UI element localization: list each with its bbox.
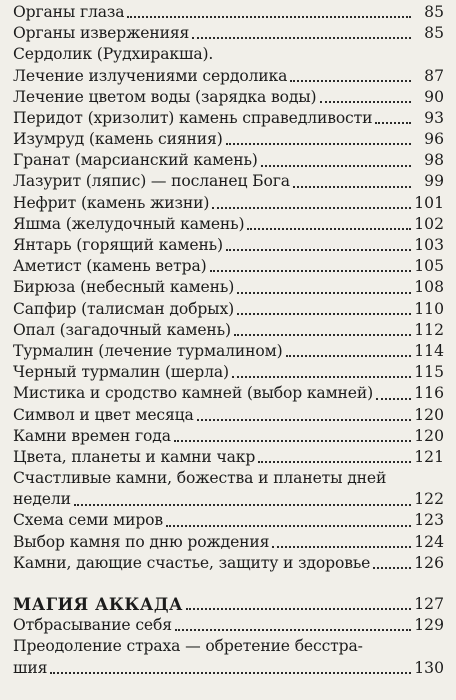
toc-entry-page-number: 126: [414, 553, 444, 572]
dot-leader: [366, 652, 411, 653]
toc-entry-title: Органы изверженияя: [13, 24, 190, 43]
toc-entry-title: Изумруд (камень сияния): [13, 130, 223, 149]
toc-entry-title: Яшма (желудочный камень): [13, 214, 245, 233]
toc-entry-page-number: 99: [424, 172, 444, 191]
toc-entry-title: Черный турмалин (шерла): [13, 363, 229, 382]
toc-entry-title: Счастливые камни, божества и планеты дней: [13, 469, 387, 488]
toc-entry-page-number: 98: [424, 151, 444, 170]
toc-entry: [13, 320, 444, 341]
toc-entry-page-number: 115: [414, 363, 444, 382]
toc-entry-title: недели: [13, 490, 71, 509]
dot-leader: [237, 312, 411, 315]
toc-entry: [13, 489, 444, 510]
dot-leader: [226, 248, 411, 251]
toc-entry-title: Нефрит (камень жизни): [13, 193, 210, 212]
toc-entry: [13, 532, 444, 553]
toc-entry-title: Бирюза (небесный камень): [13, 278, 235, 297]
section-gap: [13, 574, 444, 594]
toc-entry: [13, 277, 444, 298]
section-page-number: 127: [414, 595, 444, 614]
dot-leader: [320, 100, 412, 103]
toc-entry: [13, 636, 444, 657]
toc-entry-title: Гранат (марсианский камень): [13, 151, 258, 170]
toc-entry-page-number: 110: [414, 299, 444, 318]
toc-entry-page-number: 120: [414, 405, 444, 424]
dot-leader: [293, 185, 411, 188]
toc-entry-page-number: 108: [414, 278, 444, 297]
toc-entry-title: Опал (загадочный камень): [13, 320, 231, 339]
dot-leader: [375, 121, 411, 124]
toc-entry-page-number: 87: [424, 66, 444, 85]
dot-leader: [74, 503, 411, 506]
toc-entry-title: Камни времен года: [13, 426, 171, 445]
dot-leader: [247, 227, 411, 230]
dot-leader: [174, 439, 411, 442]
toc-entry-title: Схема семи миров: [13, 511, 164, 530]
toc-entry-page-number: 123: [414, 511, 444, 530]
dot-leader: [290, 79, 411, 82]
dot-leader: [272, 545, 411, 548]
toc-entry: [13, 658, 444, 679]
toc-entry: [13, 468, 444, 489]
toc-entry: [13, 447, 444, 468]
toc-entry: [13, 511, 444, 532]
toc-entry-title: Янтарь (горящий камень): [13, 236, 223, 255]
toc-entry-title: Сердолик (Рудхиракша).: [13, 45, 214, 64]
toc-entry-page-number: 116: [414, 384, 444, 403]
dot-leader: [166, 524, 411, 527]
toc-entry-page-number: 124: [414, 532, 444, 551]
toc-entry: [13, 383, 444, 404]
dot-leader: [376, 397, 411, 400]
toc-entry-title: Камни, дающие счастье, защиту и здоровье: [13, 553, 371, 572]
toc-entry-page-number: 103: [414, 236, 444, 255]
dot-leader: [127, 15, 411, 18]
toc-entry-title: Преодоление страха — обретение бесстра-: [13, 637, 363, 656]
toc-entry: [13, 256, 444, 277]
toc-entry-page-number: 93: [424, 108, 444, 127]
dot-leader: [373, 566, 411, 569]
toc-entry-title: Сапфир (талисман добрых): [13, 299, 235, 318]
dot-leader: [232, 375, 411, 378]
toc-entry: [13, 108, 444, 129]
toc-entry: [13, 405, 444, 426]
dot-leader: [226, 142, 411, 145]
toc-entry-title: Выбор камня по дню рождения: [13, 532, 270, 551]
toc-entry-title: Турмалин (лечение турмалином): [13, 341, 283, 360]
dot-leader: [197, 418, 411, 421]
toc-entry-title: Аметист (камень ветра): [13, 257, 207, 276]
toc-entry: [13, 235, 444, 256]
toc-entry-page-number: 96: [424, 130, 444, 149]
toc-entry: [13, 299, 444, 320]
toc-entry-page-number: 129: [414, 616, 444, 635]
toc-entries: [13, 2, 444, 574]
toc-entry-title: Символ и цвет месяца: [13, 405, 194, 424]
toc-entry: [13, 362, 444, 383]
toc-entry-page-number: 85: [424, 2, 444, 21]
dot-leader: [258, 460, 411, 463]
dot-leader: [210, 269, 411, 272]
toc-entry: [13, 2, 444, 23]
toc-entry: [13, 214, 444, 235]
toc-entry: [13, 87, 444, 108]
toc-entry-page-number: 101: [414, 193, 444, 212]
toc-section-heading: [13, 594, 444, 615]
dot-leader: [261, 164, 411, 167]
dot-leader: [216, 60, 411, 61]
toc-entry-title: Лазурит (ляпис) — посланец Бога: [13, 172, 290, 191]
toc-entry-title: Лечение цветом воды (зарядка воды): [13, 87, 317, 106]
toc-entry: [13, 553, 444, 574]
dot-leader: [175, 628, 411, 631]
toc-entry: [13, 66, 444, 87]
toc-entry: [13, 172, 444, 193]
toc-entry: [13, 44, 444, 65]
toc-entry-title: Цвета, планеты и камни чакр: [13, 447, 256, 466]
toc-entry-title: Перидот (хризолит) камень справедливости: [13, 108, 373, 127]
dot-leader: [50, 671, 411, 674]
dot-leader: [389, 483, 411, 484]
toc-entry-title: Органы глаза: [13, 2, 125, 21]
toc-entry-page-number: 102: [414, 214, 444, 233]
toc-entry: [13, 150, 444, 171]
toc-entry-page-number: 122: [414, 490, 444, 509]
toc-entries-section: [13, 615, 444, 679]
toc-entry-title: шия: [13, 658, 48, 677]
dot-leader: [234, 333, 411, 336]
toc-entry-page-number: 112: [414, 320, 444, 339]
dot-leader: [286, 354, 411, 357]
toc-entry: [13, 129, 444, 150]
dot-leader: [212, 206, 411, 209]
toc-entry-page-number: 85: [424, 24, 444, 43]
dot-leader: [186, 607, 411, 610]
toc-entry-title: Лечение излучениями сердолика: [13, 66, 288, 85]
toc-entry-page-number: 130: [414, 658, 444, 677]
toc-entry: [13, 426, 444, 447]
toc-entry-page-number: 90: [424, 87, 444, 106]
toc-entry-title: Мистика и сродство камней (выбор камней): [13, 384, 374, 403]
dot-leader: [192, 36, 411, 39]
toc-entry-page-number: 114: [414, 341, 444, 360]
toc-entry: [13, 23, 444, 44]
toc-entry: [13, 193, 444, 214]
toc-entry: [13, 341, 444, 362]
toc-entry-page-number: 105: [414, 257, 444, 276]
section-title: МАГИЯ АККАДА: [13, 595, 183, 615]
toc-entry-page-number: 121: [414, 447, 444, 466]
toc-entry-title: Отбрасывание себя: [13, 616, 172, 635]
dot-leader: [237, 291, 411, 294]
toc-entry-page-number: 120: [414, 426, 444, 445]
toc-entry: [13, 615, 444, 636]
